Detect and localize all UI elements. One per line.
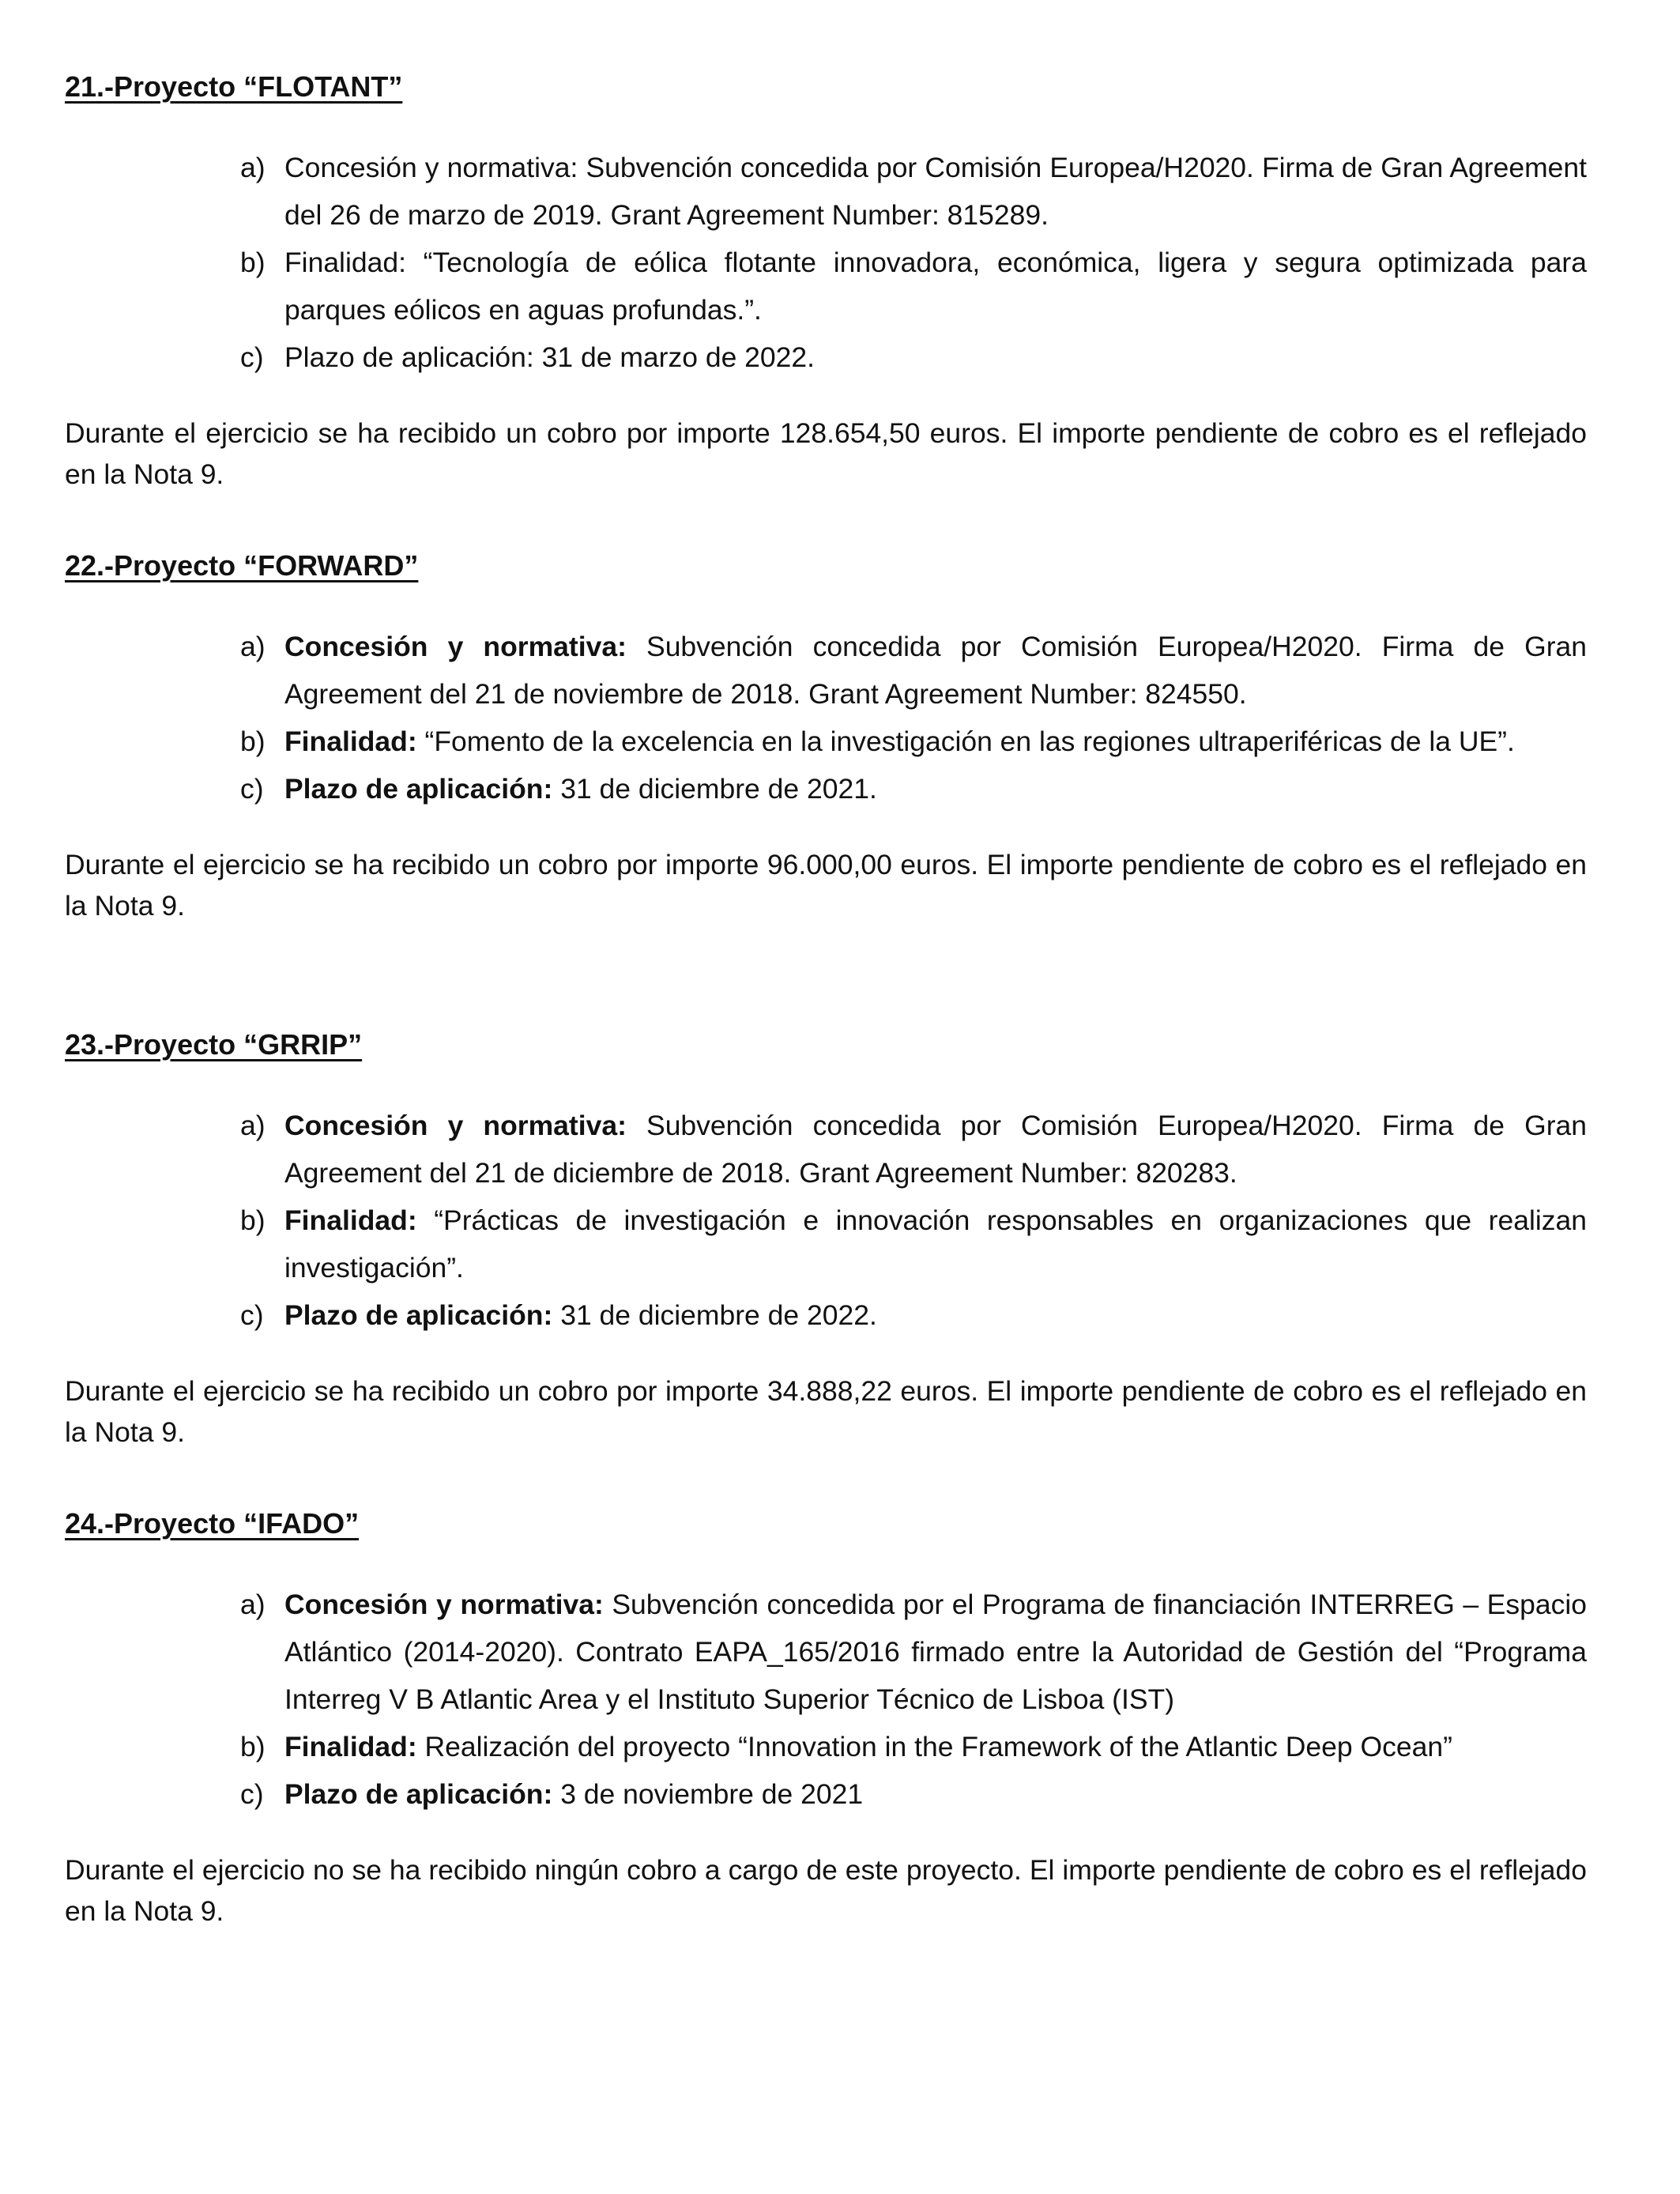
- item-text: Subvención concedida por Comisión Europea/H2020. Firma de Gran Agreement del 26 de marzo de 2019. Grant Agreement Number: 815289.: [284, 152, 1587, 231]
- item-label: Concesión y normativa:: [284, 1589, 604, 1620]
- item-text: 31 de diciembre de 2021.: [560, 773, 877, 805]
- section-paragraph: Durante el ejercicio se ha recibido un cobro por importe 34.888,22 euros. El importe pendiente de cobro es el reflejado en la Nota 9.: [65, 1375, 1587, 1448]
- section-paragraph: Durante el ejercicio no se ha recibido ningún cobro a cargo de este proyecto. El importe pendiente de cobro es el reflejado en la Nota 9.: [65, 1854, 1587, 1927]
- list-item: [65, 623, 1587, 718]
- section-ifado: [65, 1500, 1587, 1932]
- section-flotant: [65, 63, 1587, 495]
- section-forward: [65, 542, 1587, 926]
- item-label: Plazo de aplicación:: [284, 773, 553, 805]
- list-item: [65, 718, 1587, 765]
- item-text: 3 de noviembre de 2021: [560, 1778, 864, 1810]
- item-label: Concesión y normativa:: [284, 631, 627, 662]
- list-item: [65, 1770, 1587, 1818]
- item-label: Plazo de aplicación:: [284, 1299, 553, 1331]
- item-text: 31 de marzo de 2022.: [541, 341, 816, 373]
- list-marker: a): [240, 1110, 266, 1141]
- item-label: Concesión y normativa:: [284, 1110, 627, 1141]
- item-list: [65, 1102, 1587, 1339]
- item-label: Finalidad:: [284, 726, 417, 757]
- item-text: Subvención concedida por el Programa de financiación INTERREG – Espacio Atlántico (2014-2020). Contrato EAPA_165/2016 firmado entre la Autoridad de Gestión del “Programa Interreg V B Atlantic Area y el Instituto Superior Técnico de Lisboa (IST): [284, 1589, 1587, 1715]
- list-marker: b): [240, 1204, 266, 1236]
- list-item: [65, 239, 1587, 334]
- item-text: “Tecnología de eólica flotante innovadora, económica, ligera y segura optimizada para parques eólicos en aguas profundas.”.: [284, 247, 1587, 326]
- section-heading: 22.-Proyecto “FORWARD”: [65, 549, 419, 582]
- list-marker: b): [240, 726, 266, 757]
- list-marker: b): [240, 247, 266, 278]
- list-marker: c): [240, 1778, 264, 1810]
- item-text: Subvención concedida por Comisión Europea/H2020. Firma de Gran Agreement del 21 de noviembre de 2018. Grant Agreement Number: 824550.: [284, 631, 1588, 710]
- list-item: [65, 144, 1587, 239]
- list-item: [65, 1102, 1587, 1197]
- item-text: 31 de diciembre de 2022.: [560, 1299, 877, 1331]
- item-text: Realización del proyecto “Innovation in the Framework of the Atlantic Deep Ocean”: [424, 1731, 1452, 1762]
- list-item: [65, 1723, 1587, 1770]
- list-marker: c): [240, 341, 264, 373]
- item-text: “Fomento de la excelencia en la investigación en las regiones ultraperiféricas de la UE”.: [424, 726, 1515, 757]
- item-label: Plazo de aplicación:: [284, 1778, 553, 1810]
- section-heading: 21.-Proyecto “FLOTANT”: [65, 70, 403, 103]
- list-item: [65, 765, 1587, 812]
- section-paragraph: Durante el ejercicio se ha recibido un cobro por importe 128.654,50 euros. El importe pendiente de cobro es el reflejado en la Nota 9.: [65, 417, 1587, 490]
- list-item: [65, 1291, 1587, 1339]
- item-label: Finalidad:: [284, 247, 406, 278]
- section-heading: 24.-Proyecto “IFADO”: [65, 1507, 360, 1540]
- item-list: [65, 623, 1587, 812]
- section-paragraph: Durante el ejercicio se ha recibido un cobro por importe 96.000,00 euros. El importe pendiente de cobro es el reflejado en la Nota 9.: [65, 849, 1587, 922]
- list-marker: b): [240, 1731, 266, 1762]
- list-item: [65, 334, 1587, 381]
- list-item: [65, 1197, 1587, 1291]
- item-label: Concesión y normativa:: [284, 152, 578, 183]
- item-text: “Prácticas de investigación e innovación responsables en organizaciones que realizan investigación”.: [284, 1204, 1587, 1284]
- list-marker: c): [240, 1299, 264, 1331]
- item-list: [65, 1581, 1587, 1818]
- list-marker: c): [240, 773, 264, 805]
- item-list: [65, 144, 1587, 381]
- list-marker: a): [240, 1589, 266, 1620]
- list-item: [65, 1581, 1587, 1723]
- item-label: Finalidad:: [284, 1204, 417, 1236]
- item-label: Finalidad:: [284, 1731, 417, 1762]
- list-marker: a): [240, 152, 266, 183]
- list-marker: a): [240, 631, 266, 662]
- section-heading: 23.-Proyecto “GRRIP”: [65, 1028, 363, 1061]
- item-label: Plazo de aplicación:: [284, 341, 534, 373]
- section-grrip: [65, 1021, 1587, 1453]
- item-text: Subvención concedida por Comisión Europea/H2020. Firma de Gran Agreement del 21 de diciembre de 2018. Grant Agreement Number: 820283.: [284, 1110, 1588, 1189]
